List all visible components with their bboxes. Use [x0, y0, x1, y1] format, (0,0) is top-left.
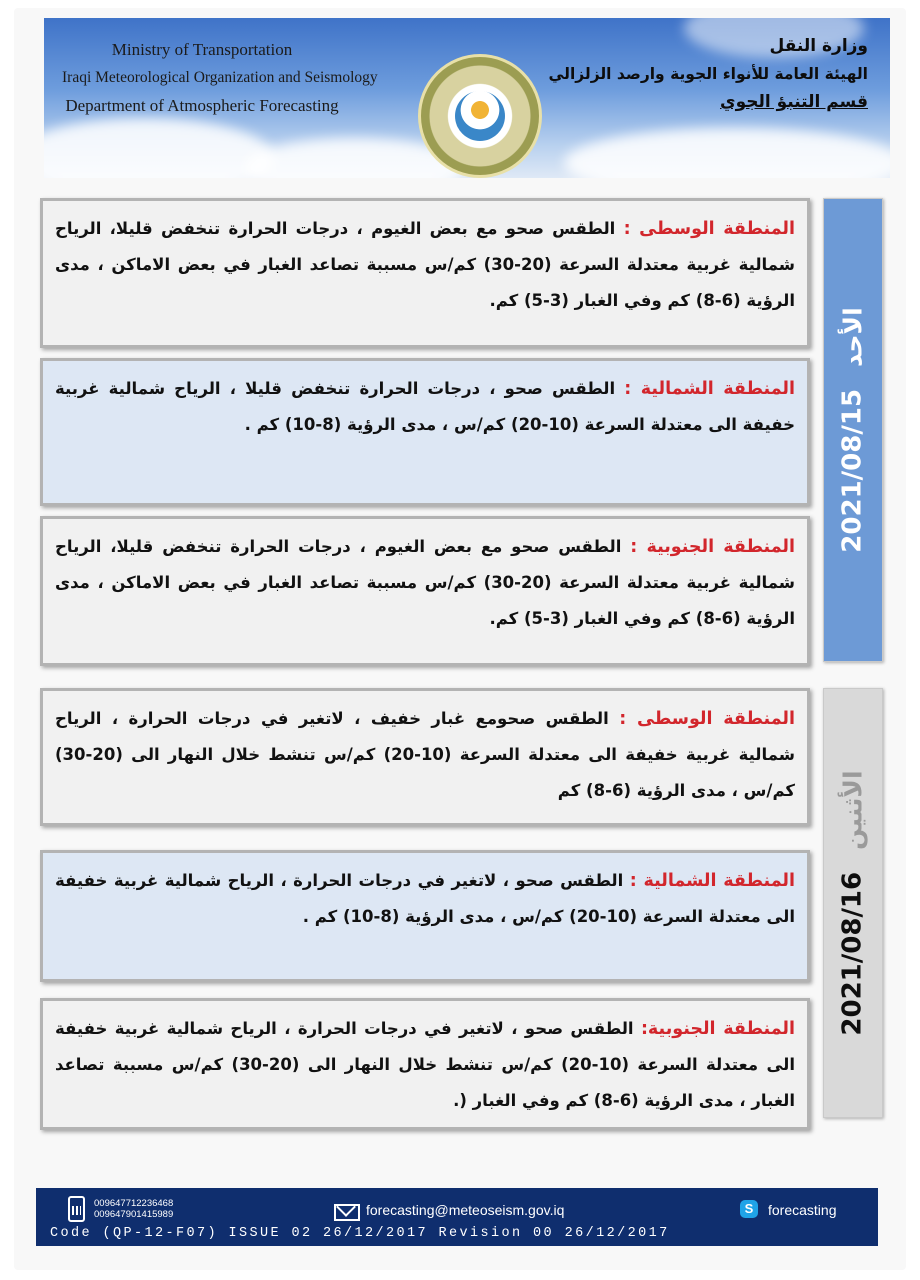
forecast-text: [55, 211, 795, 319]
region-label: المنطقة الوسطى :: [623, 219, 795, 239]
forecast-text: [55, 701, 795, 809]
logo-emblem: [455, 91, 505, 141]
organization-name: Iraqi Meteorological Organization and Seismology: [62, 69, 378, 86]
forecast-south-day2: [40, 998, 810, 1130]
region-forecast: الطقس صحو ، لاتغير في درجات الحرارة ، الرياح شمالية غربية خفيفة الى معتدلة السرعة (10-20) كم/س ، مدى الرؤية (8-10) كم .: [55, 871, 795, 926]
email-link[interactable]: forecasting@meteoseism.gov.iq: [366, 1202, 565, 1218]
forecast-north-day1: [40, 358, 810, 506]
department-name-ar: قسم التنبؤ الجوي: [720, 92, 868, 112]
region-label: المنطقة الوسطى :: [619, 709, 795, 729]
region-forecast: الطقس صحو مع بعض الغيوم ، درجات الحرارة تنخفض قليلا، الرياح شمالية غربية معتدلة السرعة (20-30) كم/س مسببة تصاعد الغبار في بعض الاماكن ، مدى الرؤية (6-8) كم وفي الغبار (3-5) كم.: [55, 219, 795, 310]
day-bar-monday: [823, 688, 883, 1118]
day-name: الأثنين: [838, 770, 868, 850]
day-bar-sunday: [823, 198, 883, 662]
day-name: الأحد: [838, 307, 868, 367]
region-forecast: الطقس صحو ، لاتغير في درجات الحرارة ، الرياح شمالية غربية خفيفة الى معتدلة السرعة (10-20) كم/س تنشط خلال النهار الى (20-30) كم/س مسببة تصاعد الغبار ، مدى الرؤية (6-8) كم وفي الغبار (.: [55, 1019, 795, 1110]
mail-icon: [334, 1204, 360, 1221]
forecast-central-day1: [40, 198, 810, 348]
region-label: المنطقة الجنوبية:: [640, 1019, 795, 1039]
organization-logo: [418, 54, 542, 178]
forecast-north-day2: [40, 850, 810, 982]
region-forecast: الطقس صحومع غبار خفيف ، لاتغير في درجات الحرارة ، الرياح شمالية غربية خفيفة الى معتدلة السرعة (10-20) كم/س تنشط خلال النهار الى (20-30) كم/س ، مدى الرؤية (6-8) كم: [55, 709, 795, 800]
arabic-header: [548, 32, 868, 116]
forecast-text: [55, 1011, 795, 1119]
forecast-central-day2: [40, 688, 810, 826]
day-date: 2021/08/16: [838, 871, 869, 1036]
region-forecast: الطقس صحو مع بعض الغيوم ، درجات الحرارة تنخفض قليلا، الرياح شمالية غربية معتدلة السرعة (20-30) كم/س مسببة تصاعد الغبار في بعض الاماكن ، مدى الرؤية (6-8) كم وفي الغبار (3-5) كم.: [55, 537, 795, 628]
day-date: 2021/08/15: [838, 388, 868, 553]
english-header: [62, 36, 378, 120]
ministry-name-ar: وزارة النقل: [769, 36, 868, 56]
skype-handle[interactable]: forecasting: [768, 1202, 837, 1218]
phone-icon: [68, 1196, 85, 1222]
ministry-name: Ministry of Transportation: [111, 40, 293, 59]
phone-number: 009647712236468: [94, 1198, 174, 1209]
footer-bar: [36, 1188, 878, 1246]
phone-number: 009647901415989: [94, 1209, 174, 1220]
region-forecast: الطقس صحو ، درجات الحرارة تنخفض قليلا ، الرياح شمالية غربية خفيفة الى معتدلة السرعة (10-20) كم/س ، مدى الرؤية (8-10) كم .: [55, 379, 795, 434]
cloud-decoration: [564, 128, 890, 178]
forecast-text: [55, 863, 795, 935]
cloud-decoration: [44, 118, 274, 178]
document-code: Code (QP-12-F07) ISSUE 02 26/12/2017 Revision 00 26/12/2017: [50, 1226, 670, 1241]
forecast-text: [55, 529, 795, 637]
phone-numbers: [94, 1198, 173, 1220]
header-banner: [44, 18, 890, 178]
organization-name-ar: الهيئة العامة للأنواء الجوية وارصد الزلزالي: [548, 65, 868, 83]
region-label: المنطقة الجنوبية :: [630, 537, 795, 557]
region-label: المنطقة الشمالية :: [624, 379, 795, 399]
skype-icon: S: [740, 1200, 758, 1218]
region-label: المنطقة الشمالية :: [629, 871, 795, 891]
department-name: Department of Atmospheric Forecasting: [65, 96, 339, 115]
forecast-text: [55, 371, 795, 443]
forecast-south-day1: [40, 516, 810, 666]
